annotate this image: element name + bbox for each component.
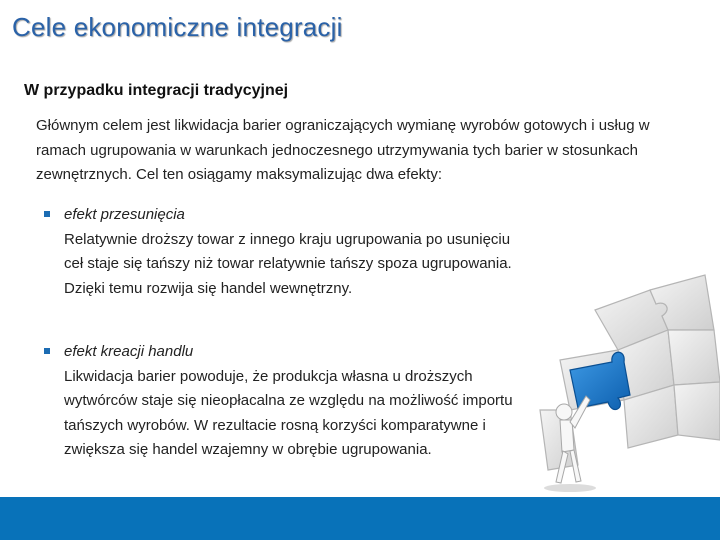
puzzle-figure-icon — [500, 270, 720, 498]
bullet-body: Likwidacja barier powoduje, że produkcja własna u droższych wytwórców staje się nieopłacalna ze względu na możliwość importu tańszych wyrobów. W rezultacie rosną korzyści komparatywne i zwiększa się handel wzajemny w obrębie ugrupowania. — [64, 367, 513, 458]
bullet-marker-icon — [44, 211, 50, 217]
bullet-heading: efekt przesunięcia — [64, 206, 185, 223]
slide-subtitle: W przypadku integracji tradycyjnej — [24, 82, 289, 99]
bullet-body: Relatywnie droższy towar z innego kraju ugrupowania po usunięciu ceł staje się tańszy niż towar relatywnie tańszy spoza ugrupowania. Dzięki temu rozwija się handel wewnętrzny. — [64, 230, 512, 297]
bullet-heading: efekt kreacji handlu — [64, 343, 194, 360]
footer-bar — [0, 497, 720, 540]
slide-title: Cele ekonomiczne integracji — [12, 12, 343, 42]
bullet-marker-icon — [44, 348, 50, 354]
bullet-trade-creation-effect — [44, 340, 514, 463]
intro-paragraph: Głównym celem jest likwidacja barier ograniczających wymianę wyrobów gotowych i usług w ramach ugrupowania w warunkach jednoczesnego utrzymywania tych barier w stosunkach zewnętrznych. Cel ten osiągamy maksymalizując dwa efekty: — [36, 117, 650, 183]
bullet-shift-effect — [44, 203, 514, 301]
